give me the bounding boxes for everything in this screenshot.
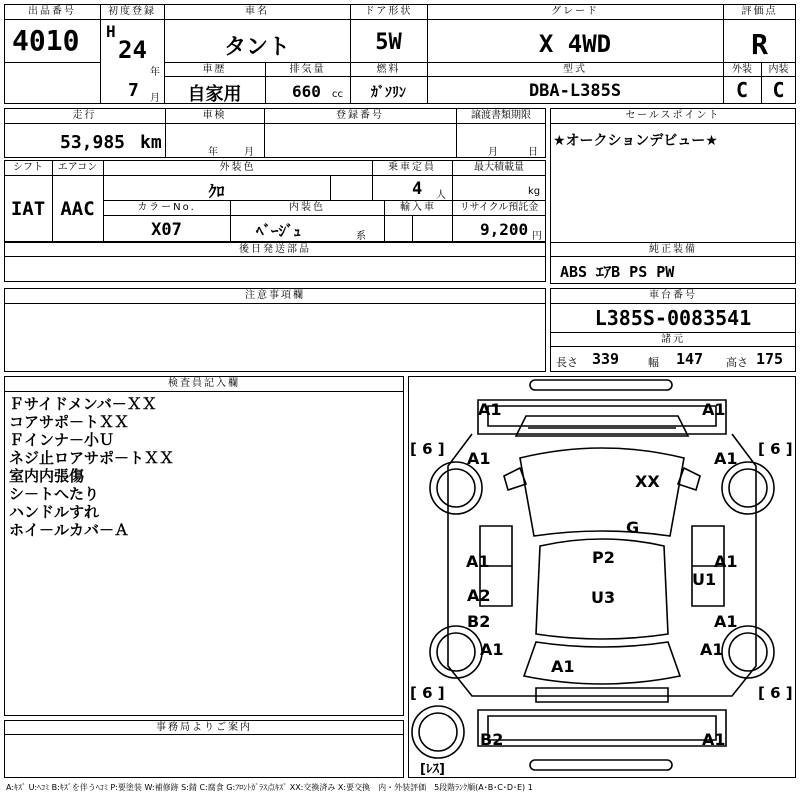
tire-tread-label: [ 6 ]	[410, 440, 445, 458]
first-registration-label: 初度登録	[108, 6, 156, 17]
rear-window	[524, 642, 680, 684]
shift: IAT	[10, 198, 46, 220]
capacity: 4	[412, 179, 423, 199]
exterior-label: 外装	[732, 64, 752, 75]
mileage-label: 走行	[72, 110, 97, 121]
spare-tire-label: [ﾚｽ]	[420, 762, 445, 777]
shift-label: シフト	[13, 162, 43, 173]
fuel: ｶﾞｿﾘﾝ	[371, 85, 406, 101]
aircon: AAC	[60, 198, 95, 220]
damage-label: B2	[467, 612, 491, 631]
factory-equipment-label: 純正装備	[649, 244, 697, 255]
capacity-label: 乗車定員	[388, 162, 436, 173]
inspector-note: ハンドルすれ	[9, 503, 100, 521]
model-label: 車名	[245, 6, 269, 17]
inspector-note: Ｆインナ－小Ｕ	[9, 431, 115, 449]
color-number-label: カラーNo.	[137, 202, 196, 213]
inspection-year-unit: 年	[208, 147, 218, 158]
office-notice-label: 事務局よりご案内	[156, 722, 252, 733]
registration-year: 24	[118, 36, 147, 64]
displacement-label: 排気量	[289, 64, 326, 75]
month-unit: 月	[150, 93, 160, 104]
damage-label: A1	[480, 640, 504, 659]
era-letter: H	[106, 22, 116, 41]
type-label: 型式	[563, 64, 587, 75]
selling-point-label: セールスポイント	[625, 110, 721, 121]
selling-point: ★オークションデビュー★	[553, 133, 718, 149]
type-code: DBA-L385S	[528, 81, 622, 101]
exterior-color-label: 外装色	[219, 162, 256, 173]
inspector-note: ホイ－ルカバ－Ａ	[9, 521, 130, 539]
inspection-label: 車検	[202, 110, 227, 121]
damage-label: A1	[551, 657, 575, 676]
damage-label: XX	[635, 472, 660, 491]
displacement-unit: cc	[332, 89, 343, 100]
interior-grade: C	[772, 78, 785, 102]
registration-month: 7	[128, 80, 139, 101]
interior-color-label: 内装色	[289, 202, 325, 213]
inspector-note: シ－トへたり	[9, 485, 100, 503]
inspector-notes-label: 検査員記入欄	[168, 378, 240, 389]
height: 175	[756, 350, 784, 368]
damage-label: U3	[591, 588, 616, 607]
damage-label: B2	[480, 730, 504, 749]
damage-label: A1	[700, 640, 724, 659]
model-name: タント	[223, 35, 290, 60]
capacity-unit: 人	[436, 190, 446, 201]
grade-label: グレード	[551, 6, 599, 17]
fuel-label: 燃料	[376, 64, 401, 75]
max-load-unit: kg	[528, 186, 541, 197]
history: 自家用	[187, 84, 242, 105]
damage-label: U1	[692, 570, 717, 589]
interior-color: ﾍﾞｰｼﾞｭ	[256, 222, 302, 240]
transfer-deadline-label: 譲渡書類期限	[471, 110, 531, 121]
inspection-month-unit: 月	[244, 147, 254, 158]
later-parts-label: 後日発送部品	[239, 244, 311, 255]
length-label: 長さ	[556, 356, 578, 369]
color-number: X07	[151, 220, 182, 240]
transfer-day-unit: 日	[528, 147, 538, 158]
inspector-note: 室内内張傷	[9, 467, 85, 485]
history-label: 車歴	[202, 64, 227, 75]
transfer-month-unit: 月	[488, 147, 498, 158]
rating-label: 評価点	[741, 6, 778, 17]
interior-label: 内装	[768, 64, 789, 75]
damage-label: A1	[714, 552, 738, 571]
mileage: 53,985	[60, 132, 126, 153]
rear-bumper	[536, 688, 668, 702]
door-type: 5W	[375, 30, 402, 55]
damage-label: A1	[702, 730, 726, 749]
height-label: 高さ	[726, 356, 748, 369]
length: 339	[592, 350, 620, 368]
damage-label: A2	[467, 586, 491, 605]
door-type-label: ドア形状	[364, 6, 413, 17]
recycle-deposit: 9,200	[480, 220, 529, 239]
damage-label: A1	[714, 612, 738, 631]
mileage-unit: km	[140, 132, 162, 153]
interior-color-suffix: 系	[356, 231, 366, 242]
specs-label: 諸元	[661, 334, 685, 345]
registration-number-label: 登録番号	[336, 110, 384, 121]
exterior-grade: C	[735, 78, 749, 102]
chassis-number: L385S-0083541	[594, 306, 752, 330]
front-bumper-top	[530, 380, 672, 390]
aircon-label: エアコン	[57, 162, 98, 173]
inspector-note: Ｆサイドメンバ－ＸＸ	[9, 395, 157, 413]
width-label: 幅	[648, 356, 659, 369]
tire-tread-label: [ 6 ]	[758, 684, 793, 702]
damage-label: A1	[466, 552, 490, 571]
grade: X 4WD	[538, 30, 612, 58]
car-diagram	[408, 376, 796, 778]
width: 147	[676, 350, 704, 368]
recycle-unit: 円	[532, 231, 542, 242]
inspector-note: ネジ止ロアサポ－トＸＸ	[9, 449, 175, 467]
windshield	[520, 448, 684, 536]
lot-number-label: 出品番号	[28, 6, 76, 17]
recycle-deposit-label: リサイクル預託金	[459, 202, 539, 213]
exterior-color: ｸﾛ	[208, 182, 225, 201]
legend: A:ｷｽﾞ U:ﾍｺﾐ B:ｷｽﾞを伴うﾍｺﾐ P:要塗装 W:補修跡 S:錆 C:腐食 G:ﾌﾛﾝﾄｶﾞﾗｽ点ｷｽﾞ XX:交換済み X:要交換 内・外装評価 5段階ﾗﾝｸ順(A･B･C･D･E) 1	[6, 783, 533, 792]
damage-label: G	[626, 518, 640, 537]
damage-label: A1	[714, 449, 738, 468]
tire-tread-label: [ 6 ]	[410, 684, 445, 702]
lot-number: 4010	[12, 24, 80, 57]
displacement: 660	[292, 82, 321, 101]
caution-label: 注意事項欄	[245, 290, 305, 301]
max-load-label: 最大積載量	[474, 162, 524, 173]
inspector-note: コアサポ－トＸＸ	[9, 413, 130, 431]
rating: R	[751, 28, 768, 61]
chassis-number-label: 車台番号	[649, 290, 697, 301]
factory-equipment: ABS ｴｱB PS PW	[560, 263, 675, 281]
damage-label: P2	[592, 548, 615, 567]
import-label: 輸入車	[400, 202, 436, 213]
tire-tread-label: [ 6 ]	[758, 440, 793, 458]
front-panel	[478, 400, 726, 434]
damage-label: A1	[478, 400, 502, 419]
damage-label: A1	[702, 400, 726, 419]
damage-label: A1	[467, 449, 491, 468]
year-unit: 年	[150, 67, 160, 78]
